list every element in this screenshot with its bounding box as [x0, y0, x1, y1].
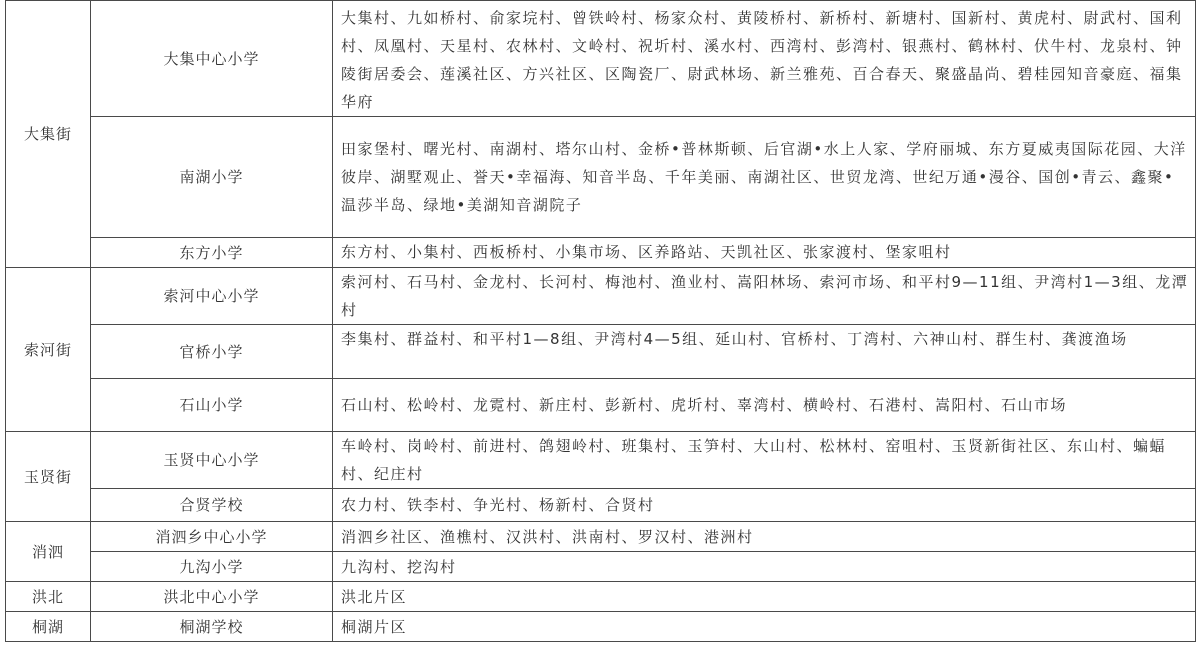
school-cell: 东方小学 — [91, 238, 333, 268]
area-cell: 洪北片区 — [333, 582, 1196, 612]
table-row — [6, 432, 1196, 489]
table-row — [6, 325, 1196, 379]
area-cell: 消泗乡社区、渔樵村、汉洪村、洪南村、罗汉村、港洲村 — [333, 522, 1196, 552]
district-cell: 洪北 — [6, 582, 91, 612]
table-row — [6, 489, 1196, 522]
district-cell: 索河街 — [6, 268, 91, 432]
table-row — [6, 582, 1196, 612]
table-row — [6, 379, 1196, 432]
district-cell: 玉贤街 — [6, 432, 91, 522]
school-cell: 桐湖学校 — [91, 612, 333, 642]
school-cell: 玉贤中心小学 — [91, 432, 333, 489]
area-cell: 田家堡村、曙光村、南湖村、塔尔山村、金桥•普林斯顿、后官湖•水上人家、学府丽城、东方夏威夷国际花园、大洋彼岸、湖墅观止、誉天•幸福海、知音半岛、千年美丽、南湖社区、世贸龙湾、世纪万通•漫谷、国创•青云、鑫聚•温莎半岛、绿地•美湖知音湖院子 — [333, 117, 1196, 238]
table-row — [6, 238, 1196, 268]
area-cell: 东方村、小集村、西板桥村、小集市场、区养路站、天凯社区、张家渡村、堡家咀村 — [333, 238, 1196, 268]
school-cell: 索河中心小学 — [91, 268, 333, 325]
area-cell: 石山村、松岭村、龙霓村、新庄村、彭新村、虎圻村、辜湾村、横岭村、石港村、嵩阳村、石山市场 — [333, 379, 1196, 432]
area-cell: 索河村、石马村、金龙村、长河村、梅池村、渔业村、嵩阳林场、索河市场、和平村9—11组、尹湾村1—3组、龙潭村 — [333, 268, 1196, 325]
school-cell: 石山小学 — [91, 379, 333, 432]
district-cell: 大集街 — [6, 1, 91, 268]
area-cell: 大集村、九如桥村、俞家垸村、曾铁岭村、杨家众村、黄陵桥村、新桥村、新塘村、国新村、黄虎村、尉武村、国利村、凤凰村、天星村、农林村、文岭村、祝圻村、溪水村、西湾村、彭湾村、银燕村、鹤林村、伏牛村、龙泉村、钟陵街居委会、莲溪社区、方兴社区、区陶瓷厂、尉武林场、新兰雅苑、百合春天、聚盛晶尚、碧桂园知音豪庭、福集华府 — [333, 1, 1196, 117]
area-cell: 桐湖片区 — [333, 612, 1196, 642]
school-cell: 消泗乡中心小学 — [91, 522, 333, 552]
area-cell: 车岭村、岗岭村、前进村、鸽翅岭村、班集村、玉笋村、大山村、松林村、窑咀村、玉贤新街社区、东山村、蝙蝠村、纪庄村 — [333, 432, 1196, 489]
district-cell: 消泗 — [6, 522, 91, 582]
school-cell: 南湖小学 — [91, 117, 333, 238]
area-cell: 李集村、群益村、和平村1—8组、尹湾村4—5组、延山村、官桥村、丁湾村、六神山村、群生村、龚渡渔场 — [333, 325, 1196, 379]
table-row — [6, 1, 1196, 117]
school-cell: 九沟小学 — [91, 552, 333, 582]
school-cell: 洪北中心小学 — [91, 582, 333, 612]
table-row — [6, 522, 1196, 552]
school-cell: 大集中心小学 — [91, 1, 333, 117]
school-cell: 合贤学校 — [91, 489, 333, 522]
table-row — [6, 552, 1196, 582]
district-cell: 桐湖 — [6, 612, 91, 642]
school-cell: 官桥小学 — [91, 325, 333, 379]
table-row — [6, 612, 1196, 642]
table-row — [6, 117, 1196, 238]
area-cell: 农力村、铁李村、争光村、杨新村、合贤村 — [333, 489, 1196, 522]
area-cell: 九沟村、挖沟村 — [333, 552, 1196, 582]
table-row — [6, 268, 1196, 325]
school-district-table — [5, 0, 1196, 642]
